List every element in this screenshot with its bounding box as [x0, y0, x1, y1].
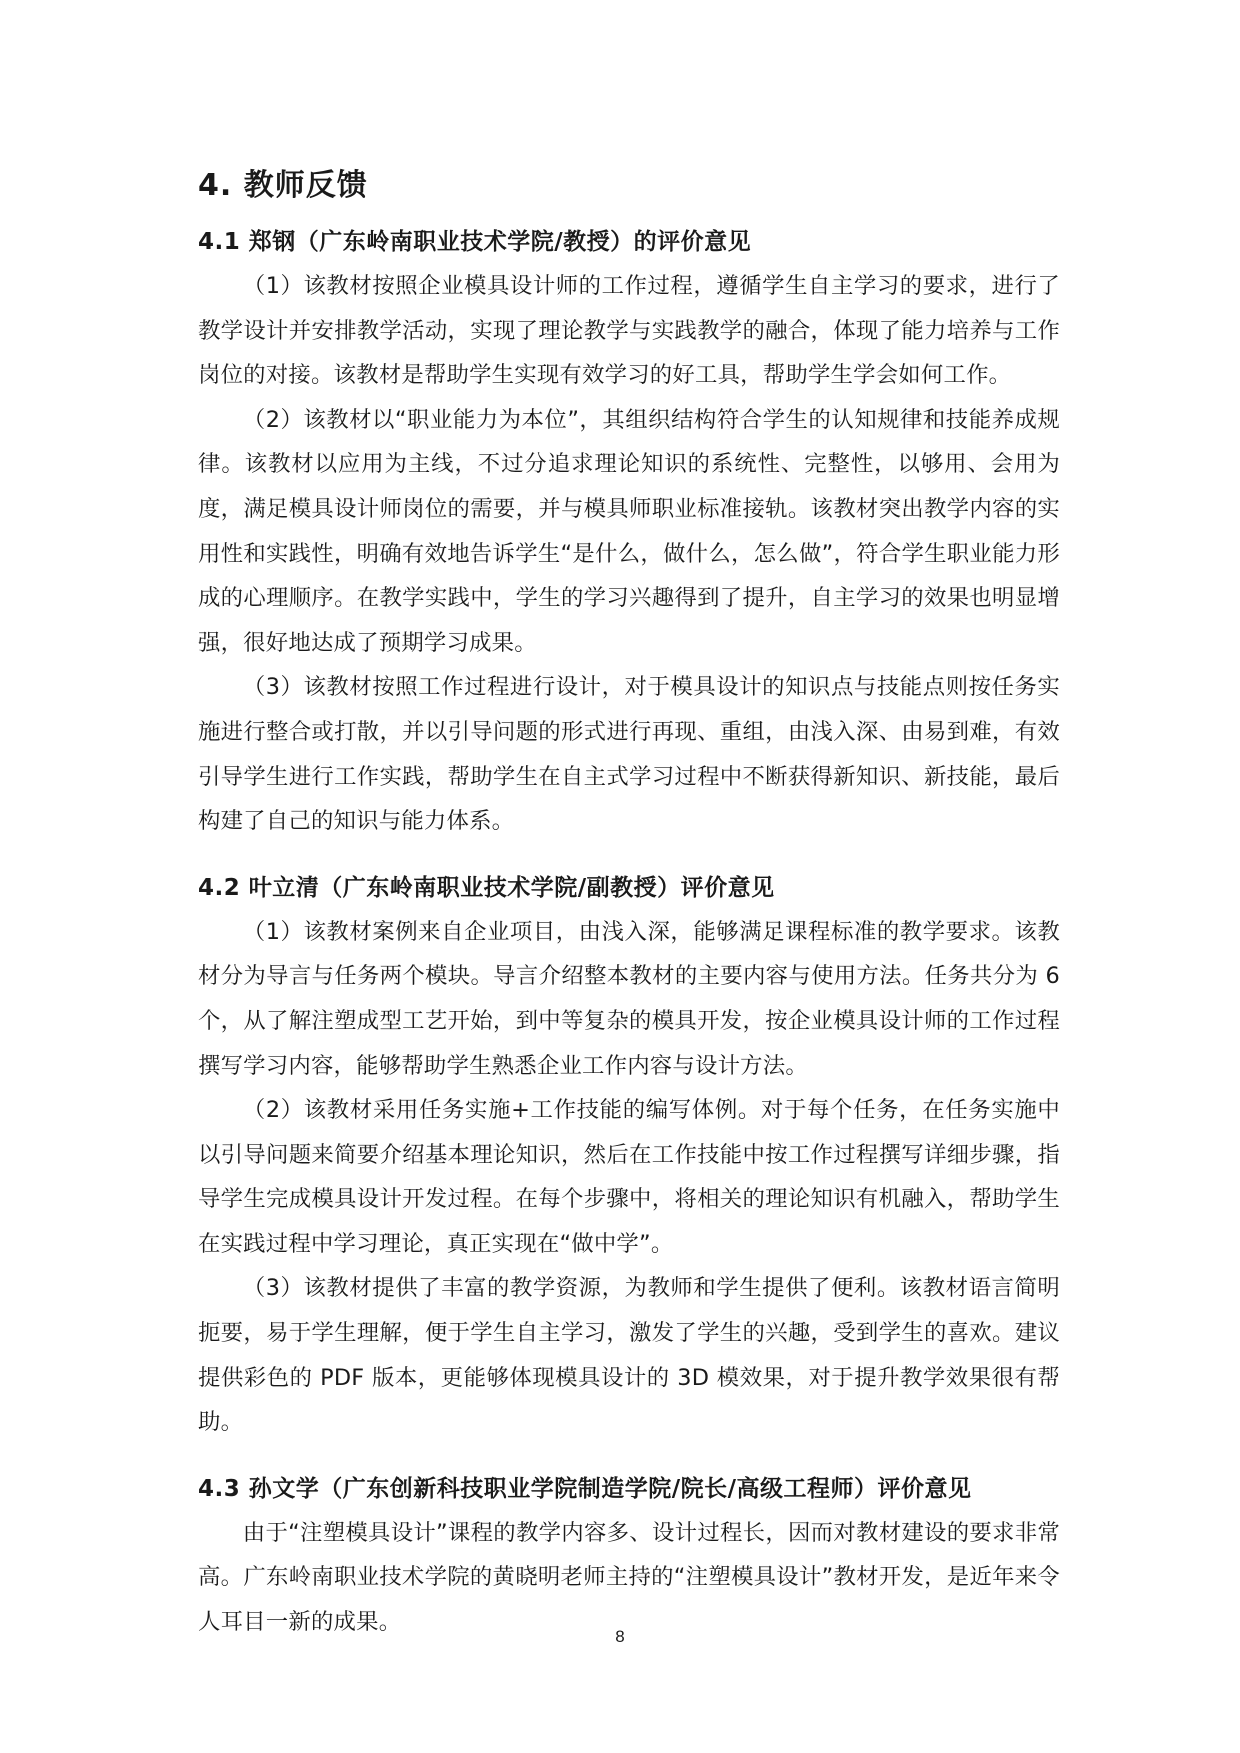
page-number: 8 — [615, 1627, 625, 1646]
paragraph: （3）该教材按照工作过程进行设计，对于模具设计的知识点与技能点则按任务实施进行整合或打散，并以引导问题的形式进行再现、重组，由浅入深、由易到难，有效引导学生进行工作实践，帮助学生在自主式学习过程中不断获得新知识、新技能，最后构建了自己的知识与能力体系。 — [198, 674, 1060, 835]
paragraph: （1）该教材案例来自企业项目，由浅入深，能够满足课程标准的教学要求。该教材分为导言与任务两个模块。导言介绍整本教材的主要内容与使用方法。任务共分为 6 个，从了解注塑成型工艺开始，到中等复杂的模具开发，按企业模具设计师的工作过程撰写学习内容，能够帮助学生熟悉企业工作内容与设计方法。 — [198, 918, 1060, 1079]
paragraph: （1）该教材按照企业模具设计师的工作过程，遵循学生自主学习的要求，进行了教学设计并安排教学活动，实现了理论教学与实践教学的融合，体现了能力培养与工作岗位的对接。该教材是帮助学生实现有效学习的好工具，帮助学生学会如何工作。 — [198, 273, 1060, 389]
section-spacer — [198, 1445, 1060, 1473]
subsection-4-3 — [198, 1473, 1060, 1645]
subsection-heading: 4.2 叶立清（广东岭南职业技术学院/副教授）评价意见 — [198, 874, 775, 901]
page-content — [198, 166, 1060, 1645]
paragraph: 由于“注塑模具设计”课程的教学内容多、设计过程长，因而对教材建设的要求非常高。广东岭南职业技术学院的黄晓明老师主持的“注塑模具设计”教材开发，是近年来令人耳目一新的成果。 — [198, 1519, 1060, 1636]
paragraph: （2）该教材以“职业能力为本位”，其组织结构符合学生的认知规律和技能养成规律。该教材以应用为主线，不过分追求理论知识的系统性、完整性，以够用、会用为度，满足模具设计师岗位的需要，并与模具师职业标准接轨。该教材突出教学内容的实用性和实践性，明确有效地告诉学生“是什么，做什么，怎么做”，符合学生职业能力形成的心理顺序。在教学实践中，学生的学习兴趣得到了提升，自主学习的效果也明显增强，很好地达成了预期学习成果。 — [198, 406, 1060, 656]
section-title: 4. 教师反馈 — [198, 168, 368, 203]
subsection-heading: 4.1 郑钢（广东岭南职业技术学院/教授）的评价意见 — [198, 229, 752, 255]
subsection-heading: 4.3 孙文学（广东创新科技职业学院制造学院/院长/高级工程师）评价意见 — [198, 1475, 972, 1502]
subsection-4-2 — [198, 872, 1060, 1445]
paragraph: （3）该教材提供了丰富的教学资源，为教师和学生提供了便利。该教材语言简明扼要，易于学生理解，便于学生自主学习，激发了学生的兴趣，受到学生的喜欢。建议提供彩色的 PDF 版本，更能够体现模具设计的 3D 模效果，对于提升教学效果很有帮助。 — [198, 1275, 1060, 1436]
subsection-4-1 — [198, 226, 1060, 844]
section-spacer — [198, 844, 1060, 872]
paragraph: （2）该教材采用任务实施+工作技能的编写体例。对于每个任务，在任务实施中以引导问题来简要介绍基本理论知识，然后在工作技能中按工作过程撰写详细步骤，指导学生完成模具设计开发过程。在每个步骤中，将相关的理论知识有机融入，帮助学生在实践过程中学习理论，真正实现在“做中学”。 — [198, 1097, 1060, 1257]
